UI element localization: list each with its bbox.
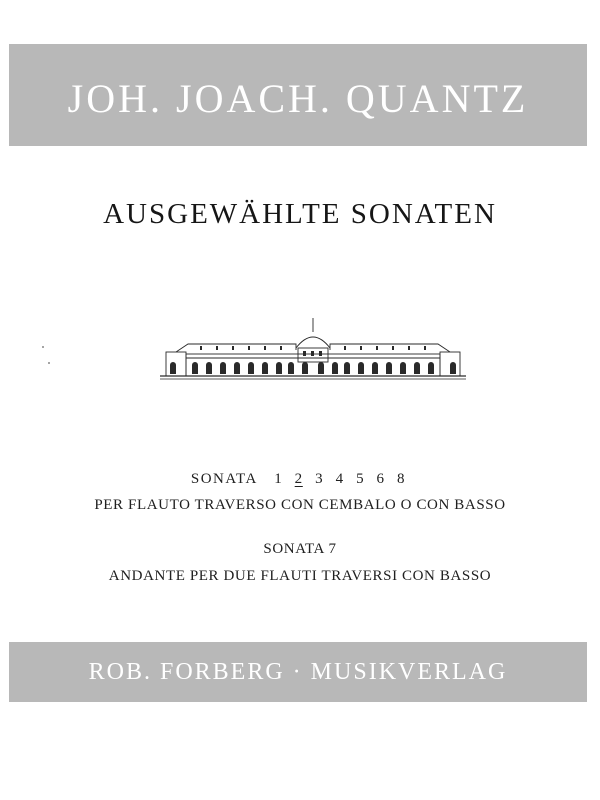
composer-name: JOH. JOACH. QUANTZ [67,75,529,121]
sonata-number-2-selected: 2 [294,471,303,487]
sonata-7-heading: SONATA 7 [263,541,337,557]
paper-speck [42,346,44,348]
sonata-number-3: 3 [315,471,324,487]
sonata-label: SONATA [190,471,258,487]
sonata-number-8: 8 [397,471,406,487]
sonata-number-list [0,471,600,488]
sonata-number-1: 1 [274,471,283,487]
composer-banner [9,44,587,146]
instrumentation-line-2: ANDANTE PER DUE FLAUTI TRAVERSI CON BASSO [108,568,492,584]
sonata-number-5: 5 [356,471,365,487]
publisher-banner [9,642,587,702]
sonata-number-6: 6 [376,471,385,487]
page-title: AUSGEWÄHLTE SONATEN [103,198,497,230]
instrumentation-line-1: PER FLAUTO TRAVERSO CON CEMBALO O CON BASSO [94,497,506,513]
publisher-name: ROB. FORBERG · MUSIKVERLAG [88,658,508,685]
paper-speck [48,362,50,364]
sonata-number-4: 4 [335,471,344,487]
palace-icon [160,310,466,382]
